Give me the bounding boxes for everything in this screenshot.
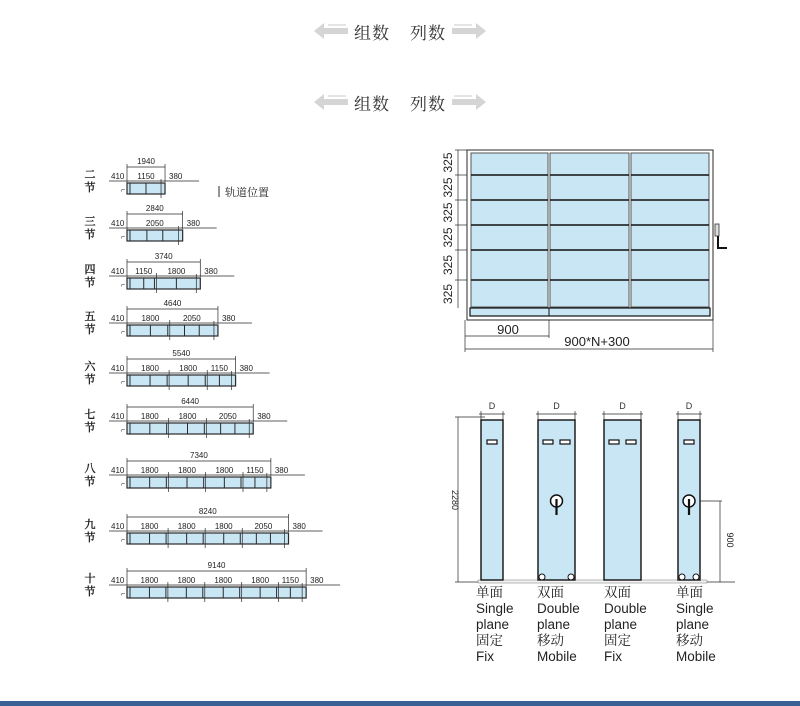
row-height: 325 [441,227,455,248]
row-height: 325 [441,283,455,305]
svg-text:⌐: ⌐ [121,537,126,544]
row-height: 325 [441,202,455,223]
segment-length: 1800 [140,466,159,475]
right-margin: 380 [274,466,289,475]
left-margin: 410 [111,412,125,421]
unit-mode-cn: 固定 [604,633,631,648]
segment-length: 1150 [210,364,229,373]
segment-length: 1800 [177,522,196,531]
column-count-label: 列数 [410,23,446,43]
total-length: 5540 [172,349,191,358]
svg-text:⌐: ⌐ [121,329,126,336]
unit-type-en-2: plane [537,617,571,632]
left-margin: 410 [111,314,125,323]
unit-width: 900 [497,322,519,337]
left-margin: 410 [111,219,125,228]
unit-mode-en: Fix [604,649,622,664]
unit-type-en: Single [676,601,714,616]
row-label: 十 [84,573,96,585]
svg-text:⌐: ⌐ [121,379,126,386]
svg-text:⌐: ⌐ [121,234,126,241]
svg-text:⌐: ⌐ [121,481,126,488]
left-margin: 410 [111,522,125,531]
row-label: 二 [84,169,96,181]
right-margin: 380 [221,314,236,323]
unit-type-cn: 单面 [476,585,503,600]
unit-mode-en: Mobile [676,649,716,664]
unit-type-en: Double [604,601,647,616]
row-label: 四 [84,264,96,276]
group-count-label: 组数 [354,23,390,43]
total-length: 3740 [154,252,173,261]
row-height: 325 [441,152,455,173]
row-label: 三 [84,216,96,228]
row-label: 六 [84,361,96,373]
row-label: 七 [84,409,96,421]
right-margin: 380 [310,576,324,585]
unit-mode-cn: 固定 [476,633,503,648]
wheel-icon [693,574,699,580]
wheel-icon [679,574,685,580]
group-count-label: 组数 [354,94,390,114]
bottom-bar [0,701,800,706]
shelf-unit [536,401,580,664]
right-margin: 380 [292,522,306,531]
wheel-icon [539,574,545,580]
segment-length: 1800 [214,576,233,585]
segment-length: 1800 [178,412,197,421]
right-margin: 380 [186,219,201,228]
total-length: 2840 [145,204,164,213]
svg-text:节: 节 [84,374,96,386]
svg-text:节: 节 [84,182,96,194]
svg-text:节: 节 [84,277,96,289]
unit-mode-en: Mobile [537,649,577,664]
svg-text:节: 节 [84,422,96,434]
segment-length: 1800 [140,576,159,585]
row-label: 五 [84,311,96,323]
svg-text:⌐: ⌐ [121,187,126,194]
row-label: 八 [84,463,96,475]
svg-text:⌐: ⌐ [121,282,126,289]
total-length: 8240 [198,507,217,516]
unit-type-en-2: plane [604,617,638,632]
segment-length: 1800 [215,466,234,475]
svg-text:节: 节 [84,532,96,544]
svg-text:节: 节 [84,586,96,598]
unit-type-cn: 双面 [537,585,564,600]
unit-type-en-2: plane [676,617,710,632]
shelf-unit [602,401,647,664]
shelf-unit [476,401,514,664]
svg-text:节: 节 [84,229,96,241]
unit-mode-cn: 移动 [676,633,703,648]
wheel-icon [568,574,574,580]
left-margin: 410 [111,364,125,373]
segment-length: 2050 [182,314,201,323]
segment-length: 2050 [145,219,164,228]
unit-type-en: Double [537,601,580,616]
segment-length: 1800 [141,364,159,373]
column-count-label: 列数 [410,94,446,114]
unit-type-cn: 双面 [604,585,631,600]
depth-label: D [619,401,626,411]
depth-label: D [488,401,496,411]
svg-text:⌐: ⌐ [121,427,126,434]
total-width: 900*N+300 [564,334,630,349]
total-length: 6440 [181,397,200,406]
segment-length: 1800 [140,412,159,421]
segment-length: 1150 [246,466,264,475]
left-margin: 410 [111,267,125,276]
right-margin: 380 [239,364,253,373]
segment-length: 2050 [254,522,273,531]
segment-length: 1150 [135,267,153,276]
right-margin: 380 [257,412,271,421]
track-position-legend: 轨道位置 [225,187,269,199]
segment-length: 1800 [179,364,198,373]
segment-length: 1800 [177,576,196,585]
svg-text:节: 节 [84,324,96,336]
shelf-unit [676,401,716,664]
segment-length: 1150 [137,172,155,181]
total-length: 7340 [190,451,208,460]
segment-length: 1800 [251,576,270,585]
svg-text:节: 节 [84,476,96,488]
left-margin: 410 [111,576,125,585]
unit-type-cn: 单面 [676,585,703,600]
total-length: 1940 [137,157,155,166]
total-height: 2280 [450,489,460,511]
svg-text:⌐: ⌐ [121,591,126,598]
segment-length: 2050 [218,412,237,421]
row-height: 325 [441,177,455,198]
right-margin: 380 [204,267,218,276]
unit-mode-en: Fix [476,649,494,664]
unit-type-en-2: plane [476,617,510,632]
total-length: 9140 [207,561,226,570]
unit-mode-cn: 移动 [537,633,564,648]
segment-length: 1150 [281,576,299,585]
unit-type-en: Single [476,601,514,616]
left-margin: 410 [111,172,125,181]
segment-length: 1800 [140,522,159,531]
segment-length: 1800 [167,267,186,276]
depth-label: D [685,401,693,411]
row-height: 325 [441,254,455,276]
handle-height: 900 [725,532,735,548]
row-label: 九 [84,519,96,531]
total-length: 4640 [163,299,182,308]
right-margin: 380 [169,172,183,181]
segment-length: 1800 [214,522,233,531]
depth-label: D [553,401,560,411]
segment-length: 1800 [178,466,196,475]
segment-length: 1800 [141,314,160,323]
left-margin: 410 [111,466,125,475]
